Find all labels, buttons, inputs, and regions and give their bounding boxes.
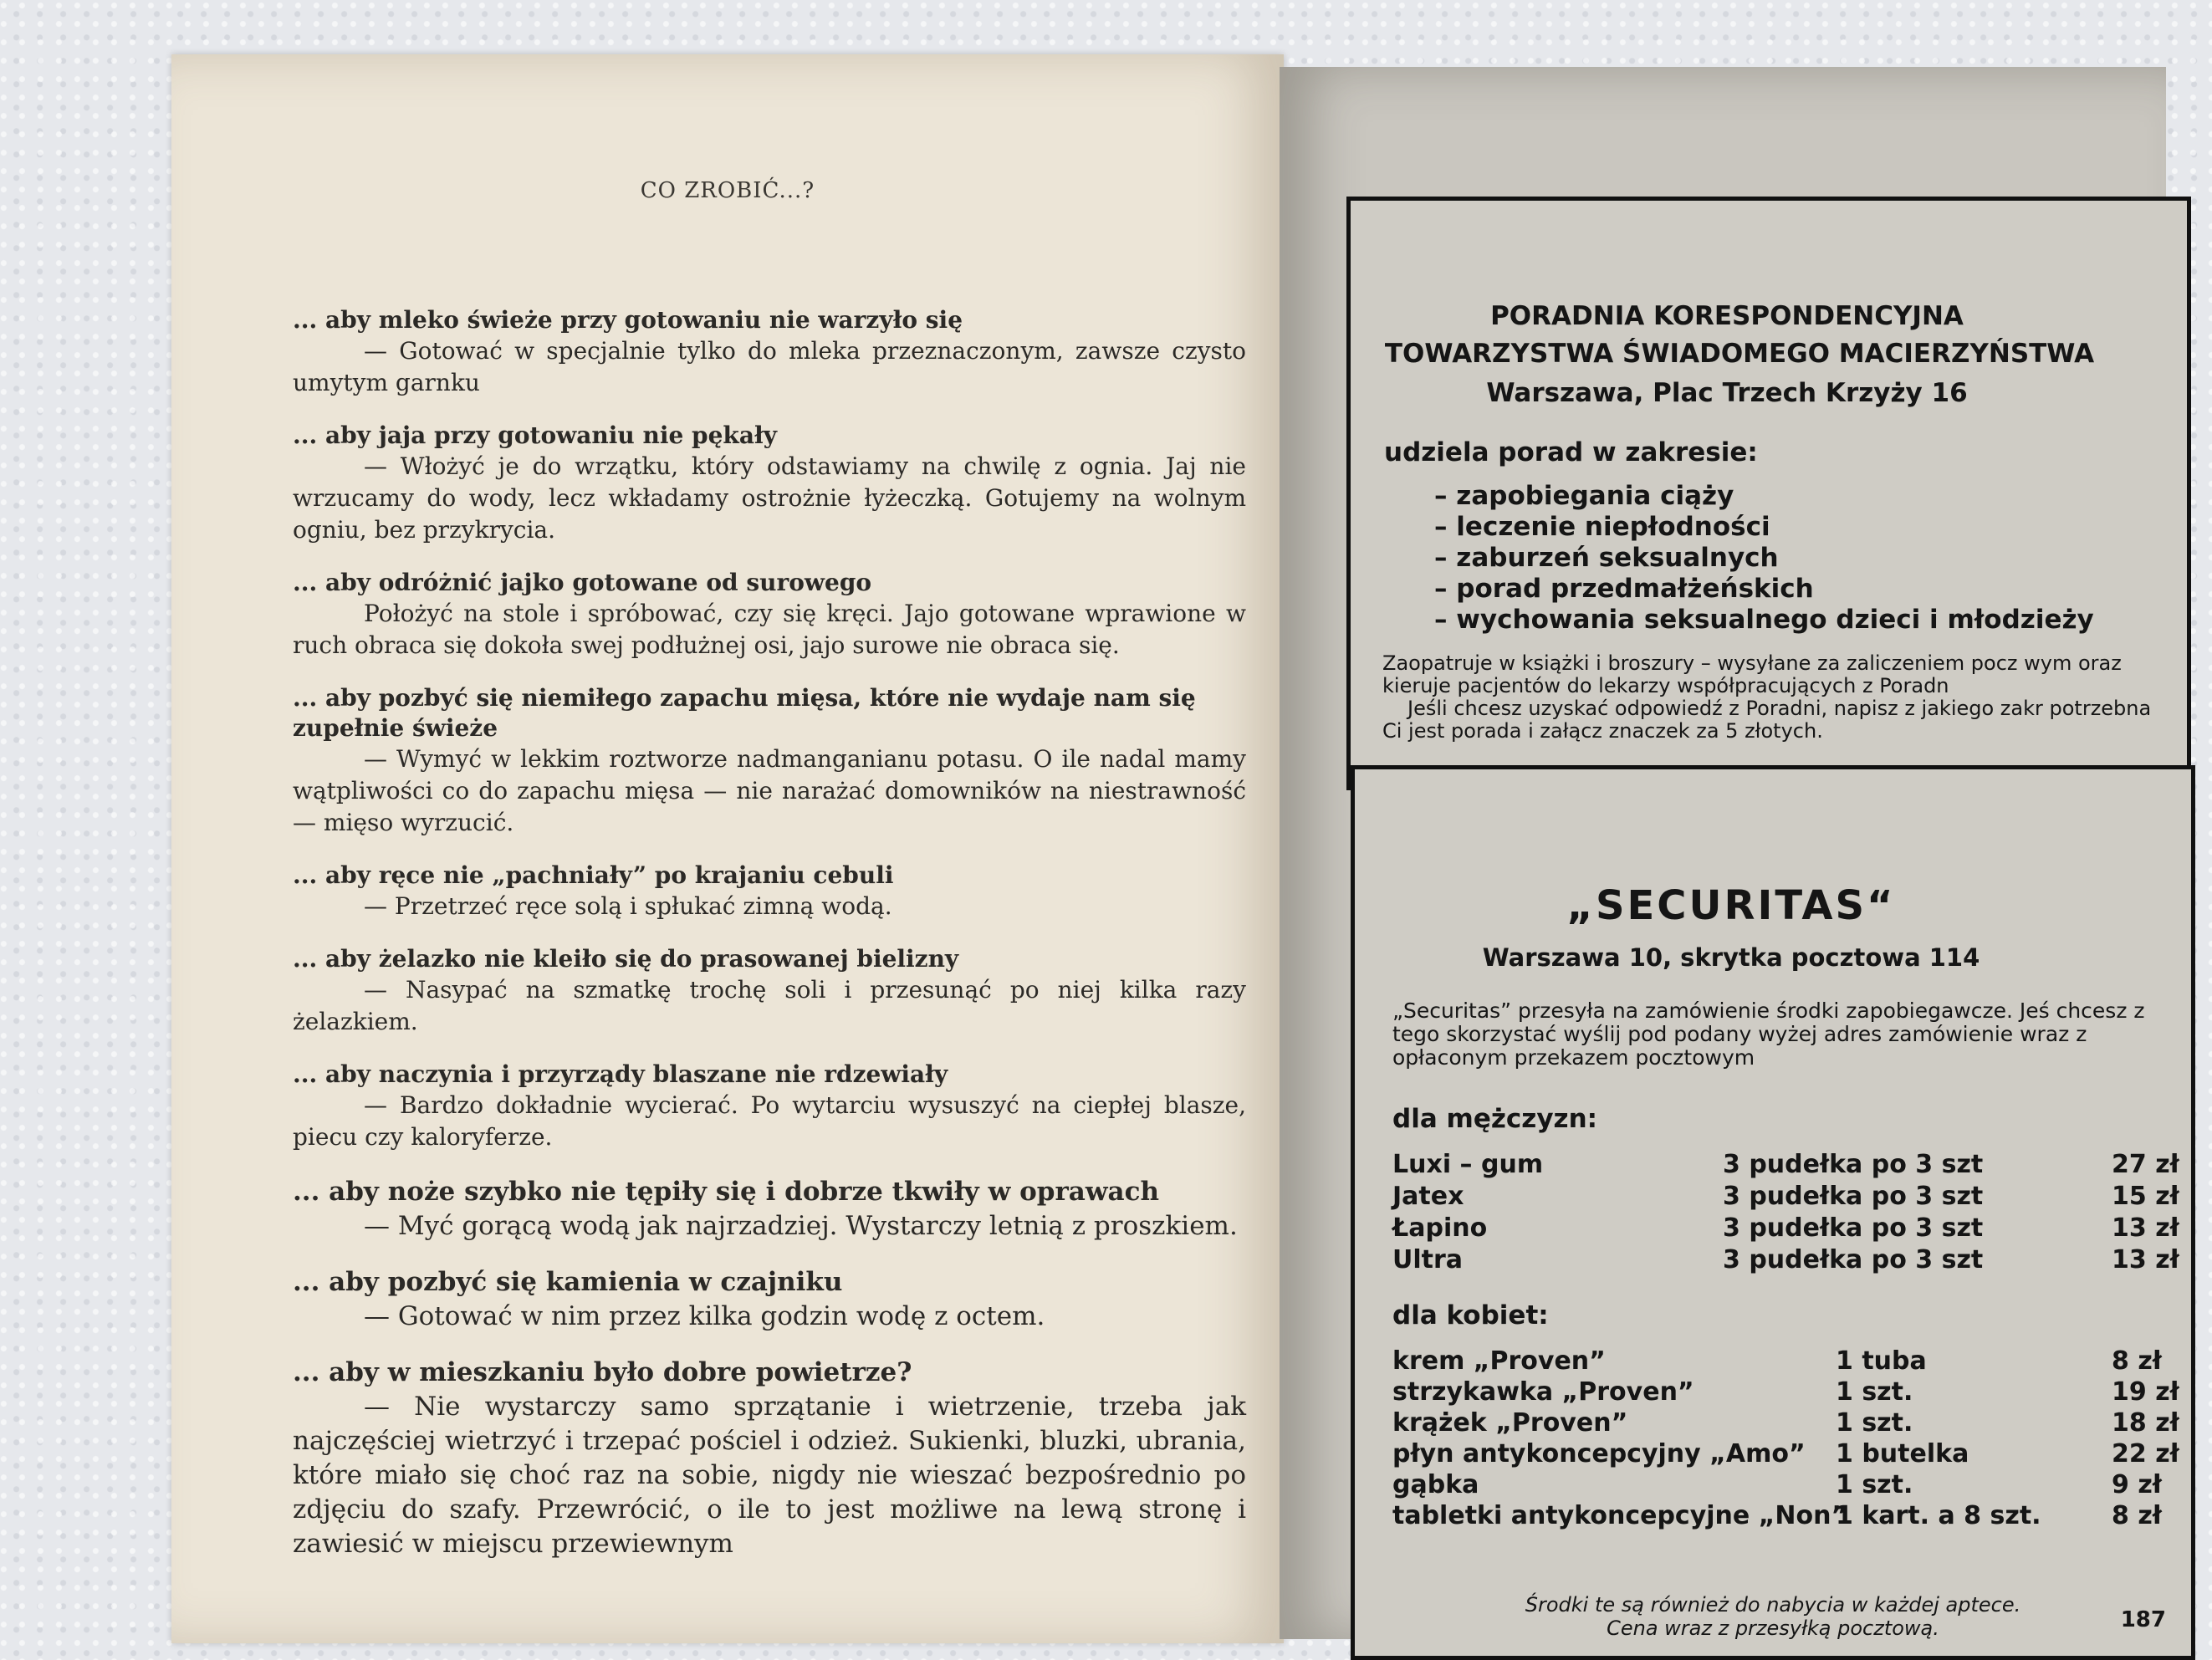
product-price: 27 zł	[2112, 1150, 2179, 1179]
product-qty: 3 pudełka po 3 szt	[1723, 1150, 1984, 1179]
price-row	[1392, 1501, 2212, 1531]
product-name: Jatex	[1392, 1182, 1464, 1211]
poradnia-address: Warszawa, Plac Trzech Krzyży 16	[1486, 378, 1968, 408]
product-qty: 3 pudełka po 3 szt	[1723, 1182, 1984, 1211]
price-row	[1392, 1346, 2212, 1377]
product-name: Łapino	[1392, 1213, 1488, 1243]
price-row	[1392, 1182, 2212, 1212]
price-row	[1392, 1377, 2212, 1407]
tip-entry	[293, 683, 1246, 839]
tip-answer: Położyć na stole i spróbować, czy się kręci. Jajo gotowane wprawione w ruch obraca się dokoła swej podłużnej osi, jajo surowe nie obraca się.	[293, 600, 1246, 659]
tip-entry	[293, 1060, 1246, 1153]
poradnia-info-line: Jeśli chcesz uzyskać odpowiedź z Poradni, napisz z jakiego zakr potrzebna Ci jest porada i załącz znaczek za 5 złotych.	[1382, 697, 2152, 743]
product-name: Luxi – gum	[1392, 1150, 1544, 1179]
tip-answer: — Nie wystarczy samo sprzątanie i wietrzenie, trzeba jak najczęściej wietrzyć i trzepać pościel i odzież. Sukienki, bluzki, ubrania, które miało się choć raz na sobie, nigdy nie wieszać bezpośrednio po zdjęciu do szafy. Przewrócić, o ile to jest możliwe na lewą stronę i zawiesić w miejscu przewiewnym	[293, 1392, 1246, 1559]
price-row	[1392, 1439, 2212, 1469]
tip-question: ... aby w mieszkaniu było dobre powietrze?	[293, 1357, 912, 1387]
price-row	[1392, 1150, 2212, 1180]
product-price: 9 zł	[2112, 1470, 2162, 1499]
securitas-name: „SECURITAS“	[1566, 882, 1896, 929]
tip-entry	[293, 1175, 1246, 1244]
tip-entry	[293, 861, 1246, 922]
price-row	[1392, 1408, 2212, 1438]
tip-entry	[293, 568, 1246, 661]
poradnia-info	[1382, 652, 2169, 743]
product-qty: 3 pudełka po 3 szt	[1723, 1213, 1984, 1243]
tip-answer: — Nasypać na szmatkę trochę soli i przesunąć po niej kilka razy żelazkiem.	[293, 976, 1246, 1035]
product-qty: 1 tuba	[1836, 1346, 1927, 1376]
product-name: tabletki antykoncepcyjne „Non”	[1392, 1501, 1848, 1530]
tip-answer: — Gotować w nim przez kilka godzin wodę z octem.	[364, 1301, 1045, 1331]
securitas-address: Warszawa 10, skrytka pocztowa 114	[1482, 943, 1980, 972]
service-item: – porad przedmałżeńskich	[1434, 574, 1814, 604]
product-qty: 1 szt.	[1836, 1377, 1913, 1407]
tip-entry	[293, 944, 1246, 1038]
product-qty: 1 butelka	[1836, 1439, 1969, 1468]
service-item: – wychowania seksualnego dzieci i młodzieży	[1434, 605, 2094, 635]
page-number: 187	[2120, 1607, 2166, 1632]
poradnia-services	[1434, 481, 2094, 636]
tip-question: ... aby odróżnić jajko gotowane od surowego	[293, 569, 872, 596]
tip-answer: — Wymyć w lekkim roztworze nadmanganianu potasu. O ile nadal mamy wątpliwości co do zapachu mięsa — nie narażać domowników na niestrawność — mięso wyrzucić.	[293, 745, 1246, 836]
product-name: krążek „Proven”	[1392, 1408, 1628, 1438]
tip-entry	[293, 1265, 1246, 1334]
product-price: 19 zł	[2112, 1377, 2179, 1407]
right-page	[1280, 67, 2179, 1640]
tip-question: ... aby jaja przy gotowaniu nie pękały	[293, 421, 778, 449]
women-heading: dla kobiet:	[1392, 1300, 1549, 1331]
tip-entry	[293, 1356, 1246, 1561]
product-price: 18 zł	[2112, 1408, 2179, 1438]
service-item: – leczenie niepłodności	[1434, 512, 1770, 542]
left-page	[171, 54, 1284, 1643]
tip-entry	[293, 305, 1246, 399]
tip-question: ... aby pozbyć się kamienia w czajniku	[293, 1267, 843, 1297]
product-price: 22 zł	[2112, 1439, 2179, 1468]
men-heading: dla mężczyzn:	[1392, 1104, 1598, 1134]
tip-question: ... aby ręce nie „pachniały” po krajaniu cebuli	[293, 861, 894, 889]
product-name: strzykawka „Proven”	[1392, 1377, 1694, 1407]
product-price: 15 zł	[2112, 1182, 2179, 1211]
poradnia-subtitle: TOWARZYSTWA ŚWIADOMEGO MACIERZYŃSTWA	[1384, 339, 2095, 369]
product-qty: 1 szt.	[1836, 1408, 1913, 1438]
product-price: 8 zł	[2112, 1501, 2162, 1530]
securitas-note	[1355, 1593, 2191, 1640]
product-qty: 3 pudełka po 3 szt	[1723, 1245, 1984, 1274]
tip-question: ... aby żelazko nie kleiło się do prasowanej bielizny	[293, 945, 959, 973]
product-price: 13 zł	[2112, 1213, 2179, 1243]
tip-answer: — Myć gorącą wodą jak najrzadziej. Wystarczy letnią z proszkiem.	[364, 1211, 1238, 1241]
tip-answer: — Włożyć je do wrzątku, który odstawiamy na chwilę z ognia. Jaj nie wrzucamy do wody, lecz wkładamy ostrożnie łyżeczką. Gotujemy na wolnym ogniu, bez przykrycia.	[293, 452, 1246, 544]
securitas-intro: „Securitas” przesyła na zamówienie środki zapobiegawcze. Jeś chcesz z tego skorzystać wyślij pod podany wyżej adres zamówienie wraz z opłaconym przekazem pocztowym	[1392, 999, 2145, 1070]
product-name: Ultra	[1392, 1245, 1464, 1274]
product-qty: 1 kart. a 8 szt.	[1836, 1501, 2041, 1530]
product-name: gąbka	[1392, 1470, 1479, 1499]
tip-entry	[293, 421, 1246, 546]
price-row	[1392, 1470, 2212, 1500]
tip-answer: — Gotować w specjalnie tylko do mleka przeznaczonym, zawsze czysto umytym garnku	[293, 337, 1246, 396]
price-row	[1392, 1245, 2212, 1275]
tip-question: ... aby pozbyć się niemiłego zapachu mięsa, które nie wydaje nam się zupełnie świeże	[293, 684, 1196, 742]
page-header: CO ZROBIĆ...?	[640, 178, 815, 203]
tips-list	[293, 305, 1246, 1583]
price-row	[1392, 1213, 2212, 1244]
product-price: 13 zł	[2112, 1245, 2179, 1274]
product-name: płyn antykoncepcyjny „Amo”	[1392, 1439, 1806, 1468]
securitas-ad	[1351, 765, 2195, 1660]
poradnia-lead: udziela porad w zakresie:	[1384, 437, 1758, 467]
tip-answer: — Bardzo dokładnie wycierać. Po wytarciu wysuszyć na ciepłej blasze, piecu czy kaloryferze.	[293, 1091, 1246, 1151]
product-qty: 1 szt.	[1836, 1470, 1913, 1499]
service-item: – zapobiegania ciąży	[1434, 481, 1734, 511]
service-item: – zaburzeń seksualnych	[1434, 543, 1779, 573]
poradnia-title: PORADNIA KORESPONDENCYJNA	[1490, 301, 1964, 331]
product-name: krem „Proven”	[1392, 1346, 1606, 1376]
tip-question: ... aby noże szybko nie tępiły się i dobrze tkwiły w oprawach	[293, 1177, 1160, 1207]
tip-question: ... aby naczynia i przyrządy blaszane nie rdzewiały	[293, 1060, 948, 1088]
note-line: Środki te są również do nabycia w każdej aptece.	[1525, 1593, 2021, 1617]
poradnia-info-line: Zaopatruje w książki i broszury – wysyłane za zaliczeniem pocz wym oraz kieruje pacjentów do lekarzy współpracujących z Poradn	[1382, 651, 2122, 697]
tip-question: ... aby mleko świeże przy gotowaniu nie warzyło się	[293, 306, 963, 334]
tip-answer: — Przetrzeć ręce solą i spłukać zimną wodą.	[364, 892, 892, 920]
note-line: Cena wraz z przesyłką pocztową.	[1607, 1617, 1939, 1640]
product-price: 8 zł	[2112, 1346, 2162, 1376]
poradnia-ad	[1346, 197, 2191, 790]
